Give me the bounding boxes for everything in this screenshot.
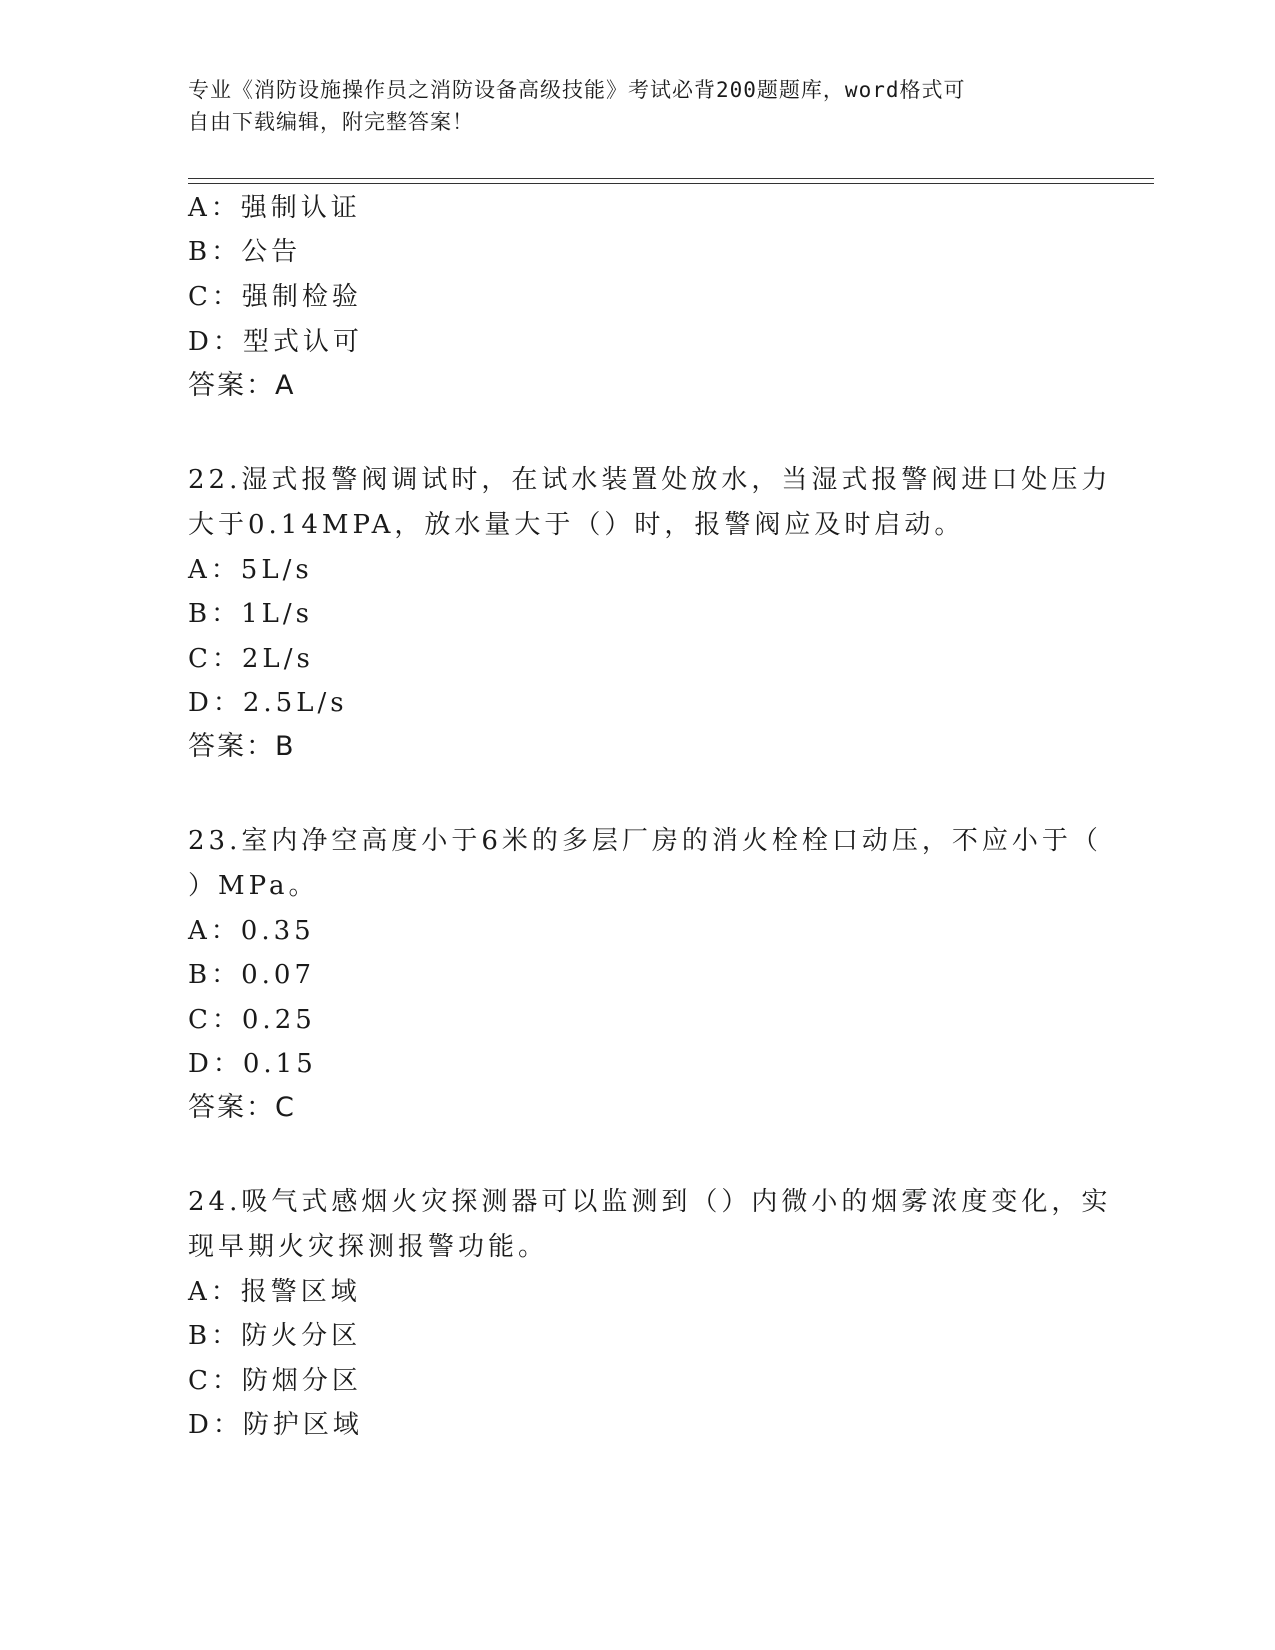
q21-option-c: C：强制检验 — [188, 282, 362, 312]
q23-stem-line-2: ）MPa。 — [188, 871, 319, 901]
q24-stem-line-1: 24.吸气式感烟火灾探测器可以监测到（）内微小的烟雾浓度变化，实 — [188, 1187, 1112, 1217]
document-header — [188, 74, 1068, 138]
q21-option-b: B：公告 — [188, 237, 302, 267]
q22-answer: 答案：B — [188, 731, 296, 762]
header-divider-bottom — [188, 183, 1154, 184]
q24-option-a: A：报警区域 — [188, 1277, 361, 1307]
q24-stem-line-2: 现早期火灾探测报警功能。 — [188, 1232, 549, 1262]
q24-option-d: D：防护区域 — [188, 1410, 363, 1440]
q23-answer: 答案：C — [188, 1092, 296, 1123]
header-divider-top — [188, 178, 1154, 179]
q24-option-b: B：防火分区 — [188, 1321, 362, 1351]
q22-option-b: B：1L/s — [188, 599, 314, 629]
header-line-1: 专业《消防设施操作员之消防设备高级技能》考试必背200题题库，word格式可 — [188, 78, 966, 102]
q23-stem-line-1: 23.室内净空高度小于6米的多层厂房的消火栓栓口动压，不应小于（ — [188, 826, 1102, 856]
q22-option-a: A：5L/s — [188, 555, 313, 585]
q22-option-d: D：2.5L/s — [188, 688, 348, 718]
q22-stem-line-1: 22.湿式报警阀调试时，在试水装置处放水，当湿式报警阀进口处压力 — [188, 465, 1112, 495]
q24-option-c: C：防烟分区 — [188, 1366, 362, 1396]
q21-option-a: A：强制认证 — [188, 193, 361, 223]
q23-option-b: B：0.07 — [188, 960, 315, 990]
q23-option-d: D：0.15 — [188, 1049, 317, 1079]
q22-option-c: C：2L/s — [188, 644, 314, 674]
q21-answer: 答案：A — [188, 370, 296, 401]
q22-stem-line-2: 大于0.14MPA，放水量大于（）时，报警阀应及时启动。 — [188, 510, 965, 540]
header-line-2: 自由下载编辑，附完整答案！ — [188, 110, 474, 134]
q23-option-a: A：0.35 — [188, 916, 315, 946]
q21-option-d: D：型式认可 — [188, 327, 363, 357]
q23-option-c: C：0.25 — [188, 1005, 316, 1035]
